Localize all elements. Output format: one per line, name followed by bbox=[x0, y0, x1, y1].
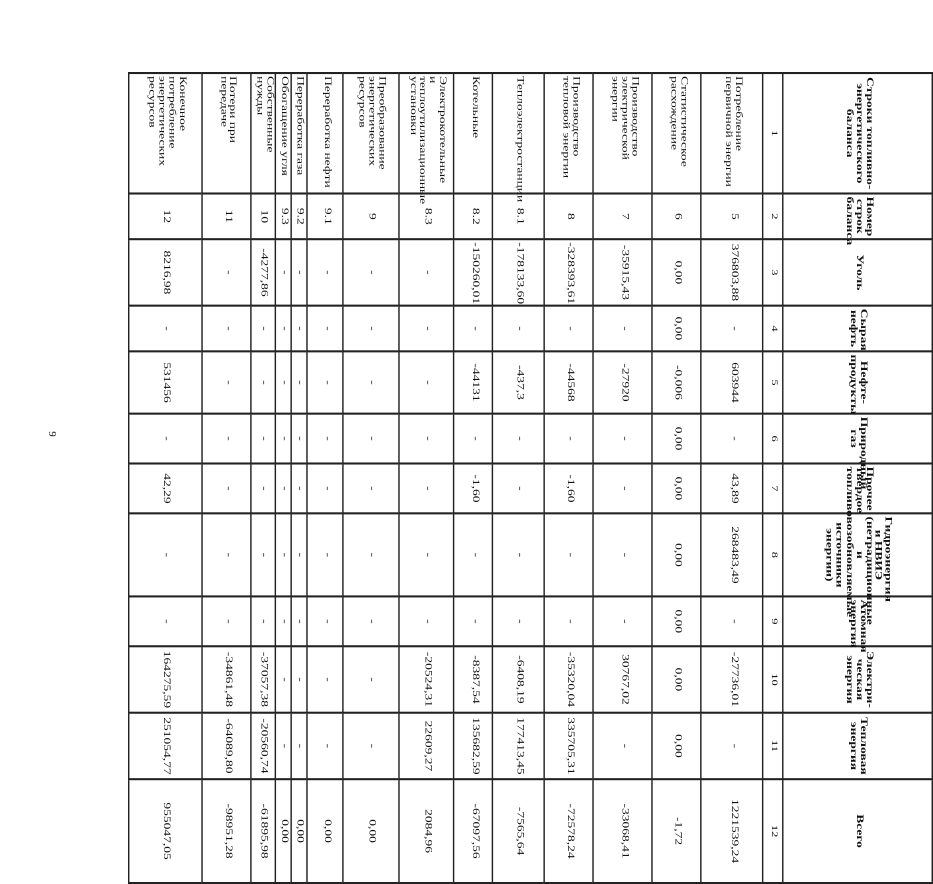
table-cell: 0,00 bbox=[652, 713, 701, 779]
table-cell: 12 bbox=[129, 193, 202, 239]
table-cell: - bbox=[343, 713, 398, 779]
table-cell: 8.1 bbox=[493, 193, 545, 239]
table-cell: - bbox=[493, 596, 545, 646]
row-label: Статистическое расхождение bbox=[652, 73, 701, 193]
table-cell: 8216,98 bbox=[129, 239, 202, 305]
table-cell: - bbox=[275, 646, 291, 712]
table-cell: - bbox=[307, 306, 343, 352]
table-cell: - bbox=[251, 306, 275, 352]
table-cell: -35320,04 bbox=[545, 646, 594, 712]
table-cell: -67097,56 bbox=[454, 779, 493, 883]
table-row bbox=[291, 73, 307, 883]
table-cell: -27920 bbox=[594, 351, 653, 413]
table-cell: - bbox=[594, 414, 653, 464]
table-cell: 0,00 bbox=[652, 306, 701, 352]
table-cell: - bbox=[291, 306, 307, 352]
table-cell: - bbox=[343, 414, 398, 464]
table-cell: - bbox=[291, 239, 307, 305]
table-cell: - bbox=[594, 596, 653, 646]
table-row bbox=[275, 73, 291, 883]
table-cell: - bbox=[343, 646, 398, 712]
column-header: Тепловая энергия bbox=[783, 713, 933, 779]
table-cell: - bbox=[129, 596, 202, 646]
table-row bbox=[343, 73, 398, 883]
column-number: 9 bbox=[763, 596, 783, 646]
table-cell: - bbox=[251, 513, 275, 596]
table-cell: -328393,61 bbox=[545, 239, 594, 305]
table-cell: 2084,96 bbox=[398, 779, 453, 883]
table-cell: 6 bbox=[652, 193, 701, 239]
column-number: 10 bbox=[763, 646, 783, 712]
table-cell: - bbox=[493, 306, 545, 352]
table-row bbox=[398, 73, 453, 883]
table-cell: -1,72 bbox=[652, 779, 701, 883]
table-cell: 603944 bbox=[701, 351, 763, 413]
table-cell: -20560,74 bbox=[251, 713, 275, 779]
table-cell: 0,00 bbox=[652, 239, 701, 305]
table-cell: - bbox=[545, 306, 594, 352]
table-cell: - bbox=[398, 239, 453, 305]
table-cell: - bbox=[291, 463, 307, 513]
table-row bbox=[594, 73, 653, 883]
table-cell: - bbox=[307, 463, 343, 513]
table-cell: - bbox=[275, 513, 291, 596]
table-cell: -8387,54 bbox=[454, 646, 493, 712]
table-row bbox=[307, 73, 343, 883]
table-cell: -4277,86 bbox=[251, 239, 275, 305]
table-cell: 335705,31 bbox=[545, 713, 594, 779]
table-row bbox=[545, 73, 594, 883]
row-label: Потребление первичной энергии bbox=[701, 73, 763, 193]
table-cell: - bbox=[275, 306, 291, 352]
table-cell: - bbox=[251, 463, 275, 513]
table-cell: - bbox=[454, 414, 493, 464]
table-row bbox=[652, 73, 701, 883]
column-number: 1 bbox=[763, 73, 783, 193]
table-cell: - bbox=[291, 596, 307, 646]
table-cell: - bbox=[701, 713, 763, 779]
table-cell: - bbox=[129, 414, 202, 464]
table-cell: - bbox=[398, 596, 453, 646]
table-cell: - bbox=[493, 414, 545, 464]
table-cell: -35915,43 bbox=[594, 239, 653, 305]
table-cell: -27736,01 bbox=[701, 646, 763, 712]
table-cell: -150260,01 bbox=[454, 239, 493, 305]
table-cell: 9.3 bbox=[275, 193, 291, 239]
table-cell: - bbox=[701, 414, 763, 464]
table-cell: 955047,05 bbox=[129, 779, 202, 883]
table-cell: 8.3 bbox=[398, 193, 453, 239]
table-row bbox=[129, 73, 202, 883]
table-cell: - bbox=[398, 351, 453, 413]
row-label: Теплоэлектростанции bbox=[493, 73, 545, 193]
table-cell: - bbox=[701, 596, 763, 646]
column-header: Прочее твердое топливо bbox=[783, 463, 933, 513]
table-cell: - bbox=[307, 414, 343, 464]
column-number: 3 bbox=[763, 239, 783, 305]
table-cell: - bbox=[251, 414, 275, 464]
table-cell: -6408,19 bbox=[493, 646, 545, 712]
column-header: Уголь bbox=[783, 239, 933, 305]
table-cell: - bbox=[202, 351, 251, 413]
table-cell: - bbox=[343, 306, 398, 352]
header-row bbox=[783, 73, 933, 883]
table-cell: 531456 bbox=[129, 351, 202, 413]
table-cell: 5 bbox=[701, 193, 763, 239]
table-row bbox=[251, 73, 275, 883]
table-cell: - bbox=[454, 306, 493, 352]
column-number: 6 bbox=[763, 414, 783, 464]
table-cell: - bbox=[291, 513, 307, 596]
row-label: Собственные нужды bbox=[251, 73, 275, 193]
row-label: Производство тепловой энергии bbox=[545, 73, 594, 193]
table-cell: 22609,27 bbox=[398, 713, 453, 779]
table-cell: - bbox=[343, 513, 398, 596]
table-cell: 7 bbox=[594, 193, 653, 239]
table-cell: -1,60 bbox=[545, 463, 594, 513]
column-number: 5 bbox=[763, 351, 783, 413]
table-cell: - bbox=[129, 513, 202, 596]
table-cell: 0,00 bbox=[652, 463, 701, 513]
table-cell: - bbox=[291, 414, 307, 464]
table-cell: - bbox=[398, 463, 453, 513]
table-cell: -0,006 bbox=[652, 351, 701, 413]
row-label: Переработка нефти bbox=[307, 73, 343, 193]
table-cell: 0,00 bbox=[343, 779, 398, 883]
table-cell: 177413,45 bbox=[493, 713, 545, 779]
column-number: 2 bbox=[763, 193, 783, 239]
row-label: Электрокотельные и теплоутилизационные установки bbox=[398, 73, 453, 193]
column-header: Сырая нефть bbox=[783, 306, 933, 352]
table-cell: - bbox=[307, 646, 343, 712]
table-cell: -20524,31 bbox=[398, 646, 453, 712]
table-cell: - bbox=[343, 351, 398, 413]
table-row bbox=[454, 73, 493, 883]
column-number-row bbox=[763, 73, 783, 883]
table-cell: 8.2 bbox=[454, 193, 493, 239]
row-label: Обогащение угля bbox=[275, 73, 291, 193]
table-cell: - bbox=[129, 306, 202, 352]
column-header: Природный газ bbox=[783, 414, 933, 464]
table-cell: - bbox=[454, 513, 493, 596]
table-cell: -44568 bbox=[545, 351, 594, 413]
table-cell: 164275,59 bbox=[129, 646, 202, 712]
table-cell: - bbox=[594, 713, 653, 779]
table-cell: 135682,59 bbox=[454, 713, 493, 779]
table-cell: -61895,98 bbox=[251, 779, 275, 883]
table-body bbox=[129, 73, 763, 883]
table-cell: 0,00 bbox=[652, 414, 701, 464]
row-label: Котельные bbox=[454, 73, 493, 193]
table-cell: - bbox=[251, 351, 275, 413]
table-cell: 1221539,24 bbox=[701, 779, 763, 883]
table-cell: - bbox=[398, 414, 453, 464]
table-cell: - bbox=[307, 713, 343, 779]
table-cell: 268483,49 bbox=[701, 513, 763, 596]
table-cell: 30767,02 bbox=[594, 646, 653, 712]
table-cell: - bbox=[545, 513, 594, 596]
table-cell: 9.2 bbox=[291, 193, 307, 239]
table-cell: -64089,80 bbox=[202, 713, 251, 779]
table-cell: - bbox=[307, 596, 343, 646]
table-cell: 9 bbox=[343, 193, 398, 239]
table-cell: 10 bbox=[251, 193, 275, 239]
column-number: 12 bbox=[763, 779, 783, 883]
table-cell: - bbox=[343, 239, 398, 305]
table-row bbox=[202, 73, 251, 883]
table-cell: -34861,48 bbox=[202, 646, 251, 712]
table-cell: - bbox=[275, 713, 291, 779]
table-cell: - bbox=[398, 513, 453, 596]
table-cell: - bbox=[545, 596, 594, 646]
table-cell: -437,3 bbox=[493, 351, 545, 413]
column-header: Электри-ческая энергия bbox=[783, 646, 933, 712]
table-cell: -1,60 bbox=[454, 463, 493, 513]
column-header: Гидроэнергия и НВИЭ (нетрадиционные и возобновляемые источники энергии) bbox=[783, 513, 933, 596]
table-cell: 0,00 bbox=[652, 513, 701, 596]
table-cell: 251054,77 bbox=[129, 713, 202, 779]
row-label: Переработка газа bbox=[291, 73, 307, 193]
table-cell: -33068,41 bbox=[594, 779, 653, 883]
table-cell: 8 bbox=[545, 193, 594, 239]
column-number: 4 bbox=[763, 306, 783, 352]
table-cell: - bbox=[307, 239, 343, 305]
table-cell: - bbox=[594, 306, 653, 352]
column-number: 7 bbox=[763, 463, 783, 513]
table-cell: - bbox=[291, 351, 307, 413]
table-cell: 43,89 bbox=[701, 463, 763, 513]
table-cell: -37057,38 bbox=[251, 646, 275, 712]
table-cell: - bbox=[275, 239, 291, 305]
row-label: Преобразование энергетических ресурсов bbox=[343, 73, 398, 193]
table-cell: - bbox=[493, 513, 545, 596]
table-cell: 0,00 bbox=[652, 596, 701, 646]
table-cell: -44131 bbox=[454, 351, 493, 413]
table-cell: 0,00 bbox=[652, 646, 701, 712]
table-cell: - bbox=[202, 239, 251, 305]
table-cell: - bbox=[493, 463, 545, 513]
table-cell: - bbox=[291, 646, 307, 712]
table-cell: - bbox=[307, 351, 343, 413]
page-number: 9 bbox=[45, 431, 58, 437]
table-cell: 11 bbox=[202, 193, 251, 239]
table-cell: 0,00 bbox=[307, 779, 343, 883]
table-cell: - bbox=[343, 463, 398, 513]
table-cell: 0,00 bbox=[275, 779, 291, 883]
table-cell: - bbox=[202, 463, 251, 513]
table-cell: - bbox=[454, 596, 493, 646]
table-cell: - bbox=[594, 513, 653, 596]
column-header: Нефте-продукты bbox=[783, 351, 933, 413]
table-cell: - bbox=[594, 463, 653, 513]
table-cell: - bbox=[251, 596, 275, 646]
table-row bbox=[493, 73, 545, 883]
table-cell: -178133,60 bbox=[493, 239, 545, 305]
table-cell: - bbox=[398, 306, 453, 352]
table-cell: 376803,88 bbox=[701, 239, 763, 305]
table-cell: - bbox=[545, 414, 594, 464]
table-cell: - bbox=[307, 513, 343, 596]
column-header: Номер строк баланса bbox=[783, 193, 933, 239]
column-number: 8 bbox=[763, 513, 783, 596]
row-label: Потери при передаче bbox=[202, 73, 251, 193]
column-header: Строки топливно-энергетического баланса bbox=[783, 73, 933, 193]
table-cell: - bbox=[291, 713, 307, 779]
row-label: Конечное потребление энергетических ресурсов bbox=[129, 73, 202, 193]
energy-balance-table bbox=[128, 72, 933, 884]
table-cell: - bbox=[202, 513, 251, 596]
column-header: Атомная энергия bbox=[783, 596, 933, 646]
table-cell: - bbox=[275, 463, 291, 513]
table-cell: - bbox=[202, 596, 251, 646]
table-cell: - bbox=[701, 306, 763, 352]
table-cell: - bbox=[202, 414, 251, 464]
column-header: Всего bbox=[783, 779, 933, 883]
rotated-table-wrapper bbox=[128, 72, 933, 882]
table-cell: - bbox=[275, 596, 291, 646]
table-cell: -72578,24 bbox=[545, 779, 594, 883]
table-cell: 42,29 bbox=[129, 463, 202, 513]
column-number: 11 bbox=[763, 713, 783, 779]
table-cell: - bbox=[275, 351, 291, 413]
table-cell: - bbox=[343, 596, 398, 646]
table-cell: - bbox=[275, 414, 291, 464]
table-cell: -98951,28 bbox=[202, 779, 251, 883]
table-cell: -7565,64 bbox=[493, 779, 545, 883]
table-cell: 0,00 bbox=[291, 779, 307, 883]
row-label: Производство электрической энергии bbox=[594, 73, 653, 193]
table-cell: 9.1 bbox=[307, 193, 343, 239]
table-cell: - bbox=[202, 306, 251, 352]
table-row bbox=[701, 73, 763, 883]
